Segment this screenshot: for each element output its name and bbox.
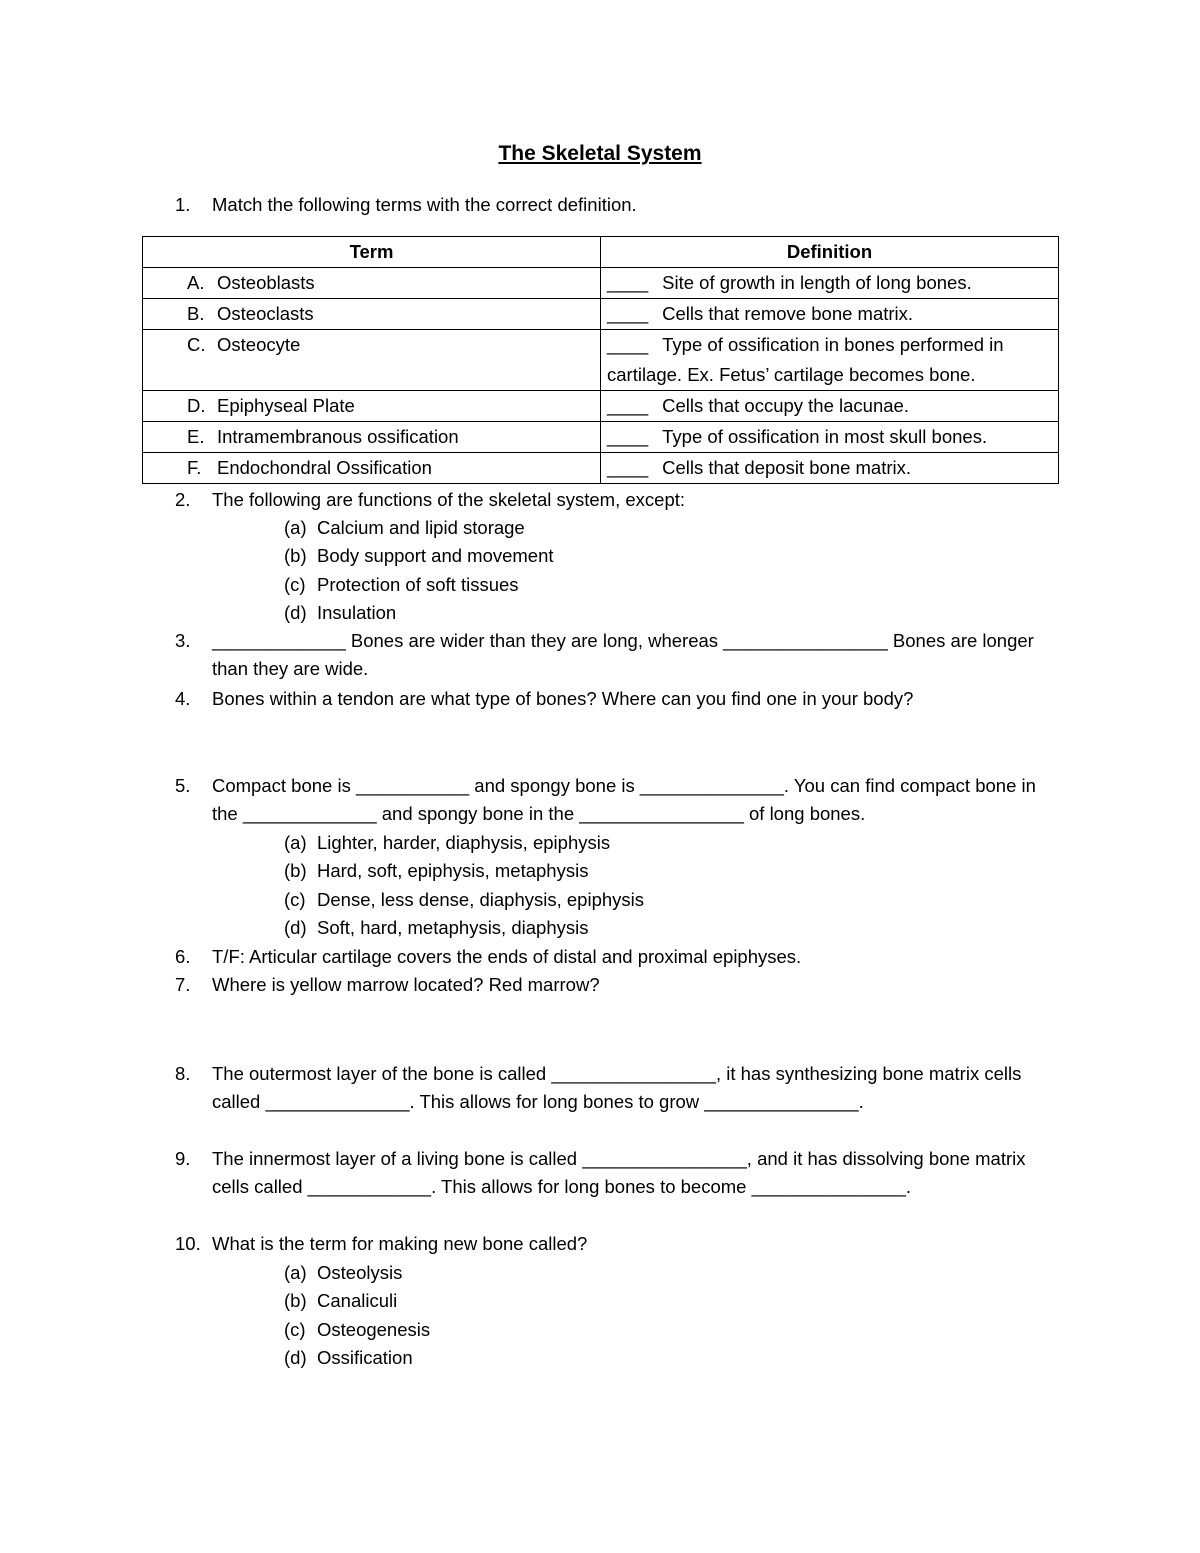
answer-blank[interactable]: ____ — [607, 395, 649, 416]
option-text: Calcium and lipid storage — [317, 517, 525, 538]
question-5 — [175, 772, 1055, 829]
option-label: (c) — [284, 1318, 306, 1340]
question-4 — [175, 685, 1055, 713]
definition-text: Site of growth in length of long bones. — [662, 272, 972, 293]
option-text: Body support and movement — [317, 545, 554, 567]
definition-cell — [601, 330, 1059, 391]
answer-blank[interactable]: ____ — [607, 426, 649, 447]
term-label: B. — [187, 303, 205, 324]
option-text: Hard, soft, epiphysis, metaphysis — [317, 860, 589, 882]
option-text: Ossification — [317, 1346, 413, 1368]
definition-cell — [601, 391, 1059, 422]
answer-blank[interactable]: ____ — [607, 272, 649, 293]
option-text: Osteogenesis — [317, 1318, 431, 1340]
table-row — [143, 268, 1059, 299]
question-8 — [175, 1060, 1055, 1117]
term-label: D. — [187, 395, 206, 416]
definition-text: Cells that remove bone matrix. — [662, 303, 914, 324]
table-row — [143, 391, 1059, 422]
term-cell — [143, 453, 601, 484]
option-text: Lighter, harder, diaphysis, epiphysis — [317, 832, 611, 853]
term-label: A. — [187, 272, 205, 293]
question-text: Where is yellow marrow located? Red marrow? — [212, 974, 600, 995]
definition-text: Cells that occupy the lacunae. — [662, 395, 909, 416]
question-text: The following are functions of the skeletal system, except: — [212, 489, 686, 510]
option-label: (a) — [284, 517, 307, 538]
question-text: The innermost layer of a living bone is called ________________, and it has dissolving bone matrix cells called ____________. This allows for long bones to become _______________. — [212, 1148, 1026, 1198]
definition-cell — [601, 453, 1059, 484]
option-label: (a) — [284, 832, 307, 853]
option-label: (d) — [284, 601, 307, 623]
page-title: The Skeletal System — [498, 142, 702, 165]
term-column-header: Term — [143, 237, 601, 268]
table-row — [143, 299, 1059, 330]
question-number: 2. — [175, 489, 191, 510]
option-label: (d) — [284, 1346, 307, 1368]
option-label: (c) — [284, 573, 306, 595]
term-text: Osteoclasts — [217, 303, 314, 324]
option-label: (c) — [284, 888, 306, 910]
option-label: (b) — [284, 1290, 307, 1312]
question-7 — [175, 971, 1055, 999]
question-3 — [175, 627, 1055, 684]
question-text: _____________ Bones are wider than they are long, whereas ________________ Bones are longer than they are wide. — [212, 630, 1034, 680]
question-number: 9. — [175, 1148, 191, 1169]
table-header-row — [143, 237, 1059, 268]
table-row — [143, 422, 1059, 453]
question-number: 10. — [175, 1233, 201, 1254]
question-9 — [175, 1145, 1055, 1202]
definition-text: Type of ossification in bones performed in cartilage. Ex. Fetus’ cartilage becomes bone. — [607, 334, 1004, 385]
question-text: Compact bone is ___________ and spongy bone is ______________. You can find compact bone in the _____________ and spongy bone in the ________________ of long bones. — [212, 775, 1036, 825]
question-2 — [175, 486, 1055, 514]
question-text: T/F: Articular cartilage covers the ends of distal and proximal epiphyses. — [212, 946, 802, 967]
option-label: (b) — [284, 545, 307, 567]
term-label: C. — [187, 334, 206, 355]
question-number: 5. — [175, 775, 191, 796]
question-number: 7. — [175, 974, 191, 995]
question-number: 8. — [175, 1063, 191, 1084]
option-label: (a) — [284, 1262, 307, 1283]
definition-cell — [601, 268, 1059, 299]
question-number: 3. — [175, 630, 191, 651]
term-text: Endochondral Ossification — [217, 457, 432, 478]
question-1 — [175, 191, 1055, 219]
term-cell — [143, 391, 601, 422]
term-cell — [143, 299, 601, 330]
question-text: What is the term for making new bone called? — [212, 1233, 588, 1254]
question-number: 1. — [175, 194, 191, 215]
term-text: Osteoblasts — [217, 272, 315, 293]
option-text: Osteolysis — [317, 1262, 403, 1283]
option-label: (d) — [284, 916, 307, 938]
option-text: Canaliculi — [317, 1290, 398, 1312]
term-cell — [143, 330, 601, 391]
question-text: Bones within a tendon are what type of bones? Where can you find one in your body? — [212, 688, 914, 709]
definition-text: Type of ossification in most skull bones. — [662, 426, 988, 447]
definition-column-header: Definition — [601, 237, 1059, 268]
question-number: 4. — [175, 688, 191, 709]
matching-table — [142, 236, 1059, 484]
term-text: Epiphyseal Plate — [217, 395, 355, 416]
option-text: Insulation — [317, 601, 397, 623]
term-label: F. — [187, 457, 202, 478]
question-6 — [175, 943, 1055, 971]
table-row — [143, 330, 1059, 391]
term-text: Intramembranous ossification — [217, 426, 459, 447]
term-cell — [143, 268, 601, 299]
question-10 — [175, 1230, 1055, 1258]
term-label: E. — [187, 426, 205, 447]
option-label: (b) — [284, 860, 307, 882]
option-text: Protection of soft tissues — [317, 573, 519, 595]
term-cell — [143, 422, 601, 453]
option-text: Dense, less dense, diaphysis, epiphysis — [317, 888, 645, 910]
question-text: Match the following terms with the correct definition. — [212, 194, 637, 215]
question-text: The outermost layer of the bone is called ________________, it has synthesizing bone matrix cells called ______________. This allows for long bones to grow _______________. — [212, 1063, 1022, 1113]
term-text: Osteocyte — [217, 334, 301, 355]
definition-text: Cells that deposit bone matrix. — [662, 457, 912, 478]
answer-blank[interactable]: ____ — [607, 334, 649, 355]
table-row — [143, 453, 1059, 484]
question-number: 6. — [175, 946, 191, 967]
option-text: Soft, hard, metaphysis, diaphysis — [317, 916, 589, 938]
answer-blank[interactable]: ____ — [607, 457, 649, 478]
answer-blank[interactable]: ____ — [607, 303, 649, 324]
definition-cell — [601, 299, 1059, 330]
definition-cell — [601, 422, 1059, 453]
